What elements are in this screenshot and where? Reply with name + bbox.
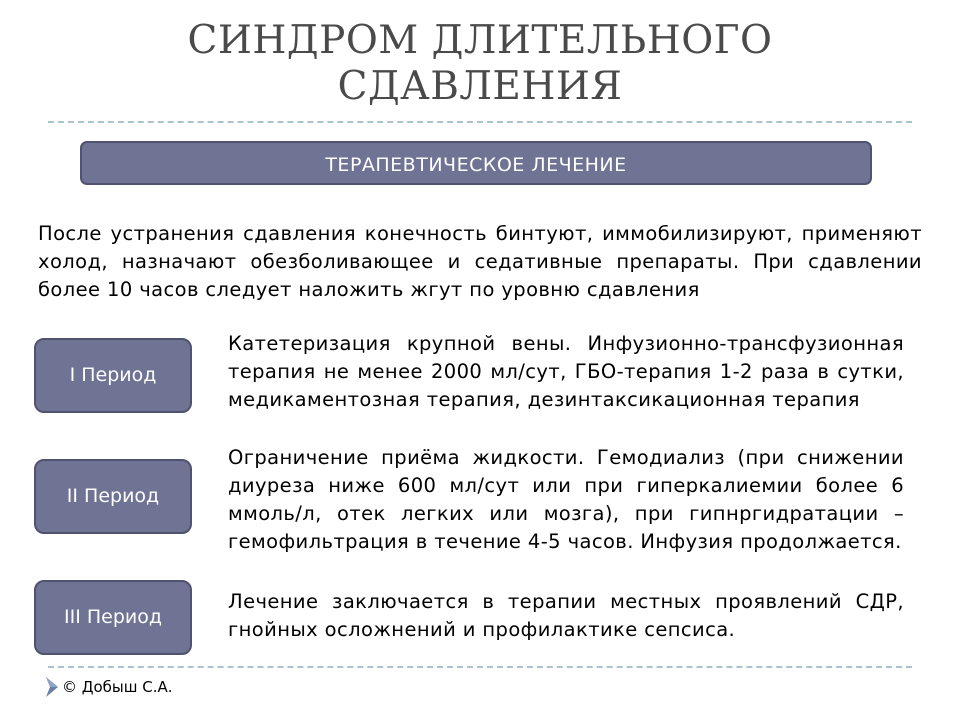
slide-title-line1: СИНДРОМ ДЛИТЕЛЬНОГО [187,18,773,63]
slide-title [0,18,960,110]
bottom-divider [48,666,912,668]
top-divider [48,121,912,123]
intro-paragraph: После устранения сдавления конечность бинтуют, иммобилизируют, применяют холод, назначают обезболивающее и седативные препараты. При сдавлении более 10 часов следует наложить жгут по уровню сдавления [38,222,922,301]
period-1-button[interactable]: I Период [34,338,192,413]
period-2-button[interactable]: II Период [34,459,192,534]
arrow-icon [44,676,62,698]
footer-credit: © Добыш С.А. [62,678,173,696]
period-3-description: Лечение заключается в терапии местных проявлений СДР, гнойных осложнений и профилактике сепсиса. [228,590,904,641]
slide-title-line2: СДАВЛЕНИЯ [337,64,623,109]
period-2-description: Ограничение приёма жидкости. Гемодиализ (при снижении диуреза ниже 600 мл/сут или при гиперкалиемии более 6 ммоль/л, отек легких или мозга), при гипнргидратации – гемофильтрация в течение 4-5 часов. Инфузия продолжается. [228,446,904,553]
period-3-button[interactable]: III Период [34,580,192,655]
footer [44,676,173,698]
section-banner: ТЕРАПЕВТИЧЕСКОЕ ЛЕЧЕНИЕ [80,141,872,185]
period-1-description: Катетеризация крупной вены. Инфузионно-трансфузионная терапия не менее 2000 мл/сут, ГБО-терапия 1-2 раза в сутки, медикаментозная терапия, дезинтаксикационная терапия [228,332,904,411]
